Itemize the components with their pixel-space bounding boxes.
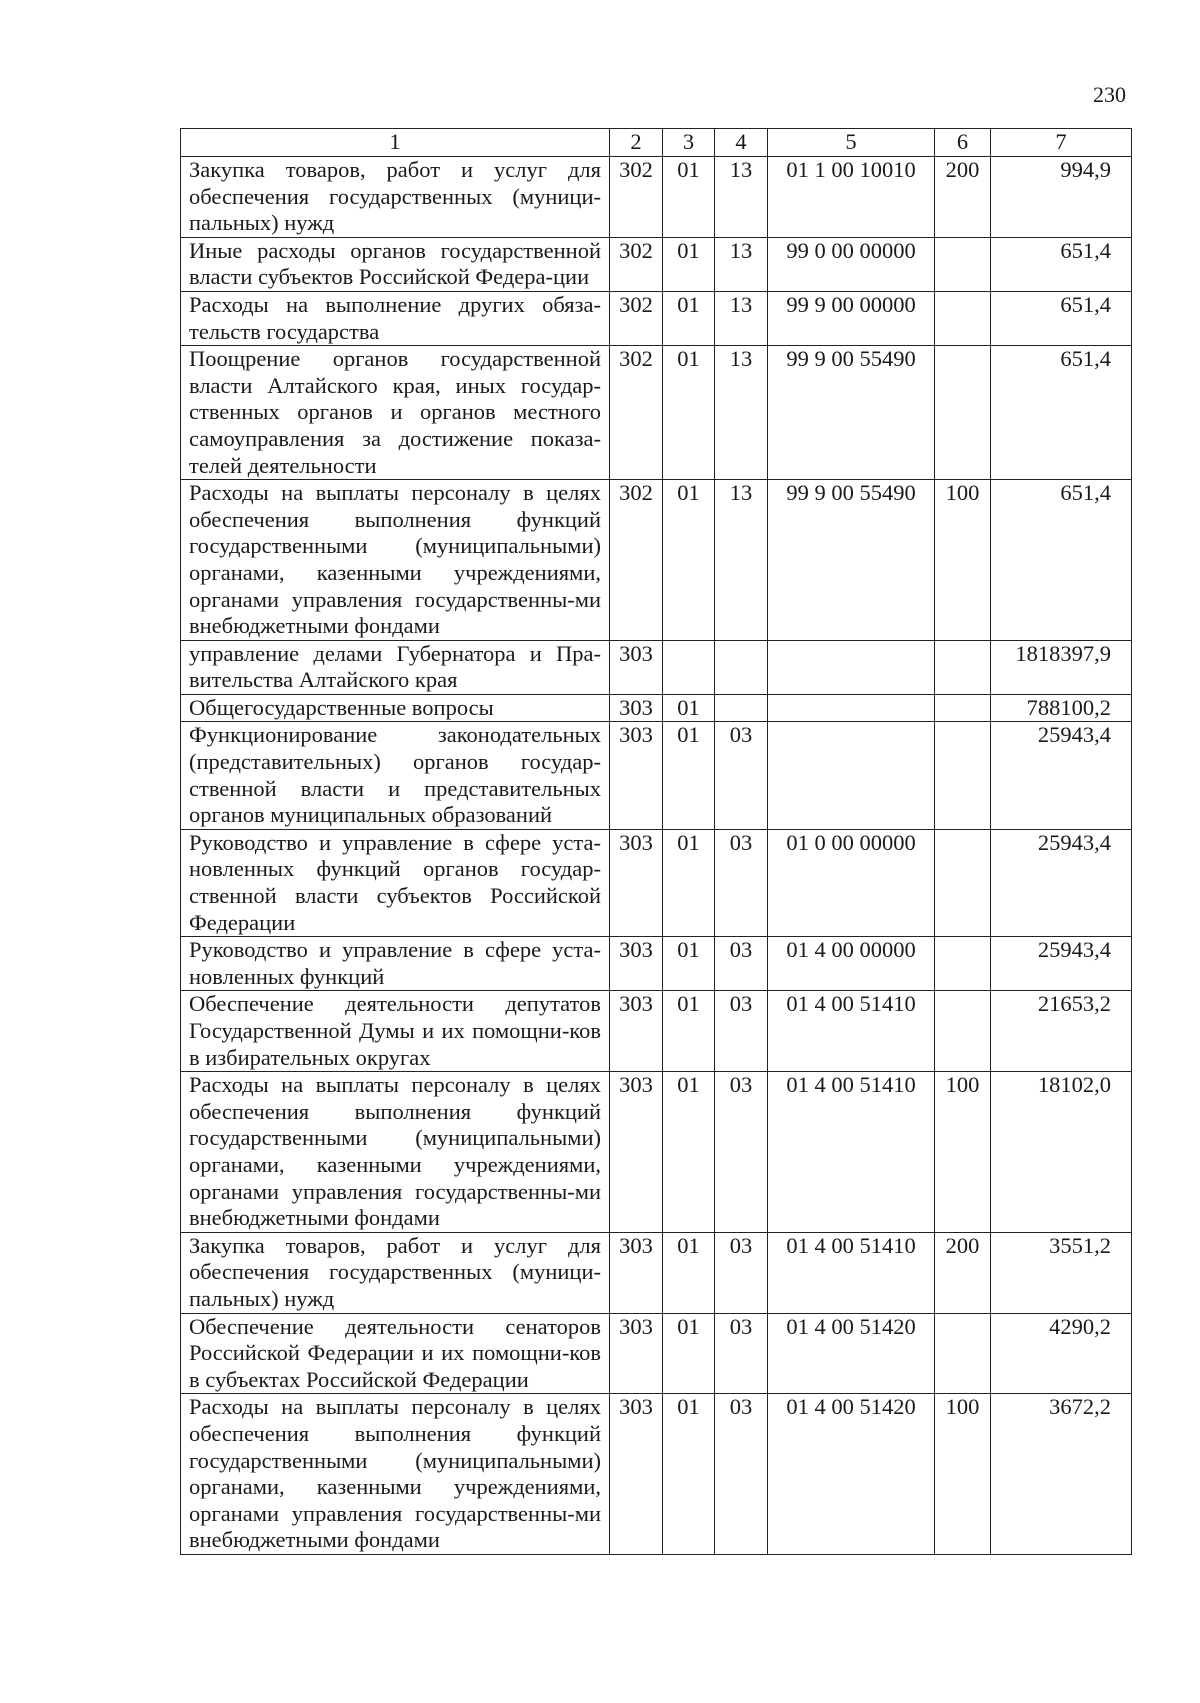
subsection-code-cell: 03 <box>715 1072 768 1233</box>
ministry-code-cell: 303 <box>610 937 663 991</box>
target-article-cell: 99 9 00 55490 <box>768 480 935 641</box>
amount-cell: 994,9 <box>991 157 1132 238</box>
expense-name-cell: Обеспечение деятельности сенаторов Российской Федерации и их помощни-ков в субъектах Российской Федерации <box>181 1313 610 1394</box>
section-code-cell: 01 <box>663 480 715 641</box>
column-header: 7 <box>991 129 1132 157</box>
expense-name-cell: Расходы на выплаты персоналу в целях обеспечения выполнения функций государственными (муниципальными) органами, казенными учреждениями, органами управления государственны-ми внебюджетными фондами <box>181 480 610 641</box>
subsection-code-cell: 03 <box>715 722 768 829</box>
expense-name-cell: Поощрение органов государственной власти Алтайского края, иных государ-ственных органов и органов местного самоуправления за достижение показа-телей деятельности <box>181 346 610 480</box>
ministry-code-cell: 303 <box>610 1232 663 1313</box>
expense-name-cell: Расходы на выполнение других обяза-тельств государства <box>181 291 610 345</box>
target-article-cell: 99 9 00 00000 <box>768 291 935 345</box>
ministry-code-cell: 302 <box>610 346 663 480</box>
subsection-code-cell: 13 <box>715 291 768 345</box>
subsection-code-cell: 03 <box>715 829 768 936</box>
target-article-cell <box>768 694 935 722</box>
expense-name-cell: Закупка товаров, работ и услуг для обеспечения государственных (муници-пальных) нужд <box>181 157 610 238</box>
expense-type-cell: 100 <box>935 480 991 641</box>
amount-cell: 651,4 <box>991 237 1132 291</box>
budget-table <box>180 128 1132 1555</box>
section-code-cell: 01 <box>663 237 715 291</box>
table-header-row <box>181 129 1132 157</box>
table-row <box>181 346 1132 480</box>
amount-cell: 651,4 <box>991 291 1132 345</box>
expense-type-cell <box>935 237 991 291</box>
ministry-code-cell: 303 <box>610 722 663 829</box>
expense-type-cell <box>935 640 991 694</box>
column-header: 1 <box>181 129 610 157</box>
expense-type-cell <box>935 291 991 345</box>
amount-cell: 3672,2 <box>991 1394 1132 1555</box>
section-code-cell: 01 <box>663 829 715 936</box>
column-header: 3 <box>663 129 715 157</box>
ministry-code-cell: 303 <box>610 991 663 1072</box>
table-row <box>181 1072 1132 1233</box>
expense-name-cell: Расходы на выплаты персоналу в целях обеспечения выполнения функций государственными (муниципальными) органами, казенными учреждениями, органами управления государственны-ми внебюджетными фондами <box>181 1394 610 1555</box>
section-code-cell: 01 <box>663 1394 715 1555</box>
table-row <box>181 157 1132 238</box>
expense-name-cell: управление делами Губернатора и Пра-вительства Алтайского края <box>181 640 610 694</box>
table-row <box>181 829 1132 936</box>
ministry-code-cell: 302 <box>610 157 663 238</box>
table-row <box>181 237 1132 291</box>
expense-name-cell: Общегосударственные вопросы <box>181 694 610 722</box>
table-row <box>181 1232 1132 1313</box>
subsection-code-cell: 13 <box>715 157 768 238</box>
expense-name-cell: Руководство и управление в сфере уста-новленных функций органов государ-ственной власти субъектов Российской Федерации <box>181 829 610 936</box>
expense-type-cell <box>935 937 991 991</box>
ministry-code-cell: 303 <box>610 1072 663 1233</box>
subsection-code-cell: 13 <box>715 237 768 291</box>
section-code-cell: 01 <box>663 722 715 829</box>
ministry-code-cell: 303 <box>610 1394 663 1555</box>
subsection-code-cell: 03 <box>715 937 768 991</box>
expense-type-cell <box>935 722 991 829</box>
amount-cell: 1818397,9 <box>991 640 1132 694</box>
expense-type-cell <box>935 1313 991 1394</box>
ministry-code-cell: 303 <box>610 829 663 936</box>
amount-cell: 788100,2 <box>991 694 1132 722</box>
target-article-cell <box>768 640 935 694</box>
table-row <box>181 694 1132 722</box>
column-header: 6 <box>935 129 991 157</box>
column-header: 5 <box>768 129 935 157</box>
table-row <box>181 480 1132 641</box>
amount-cell: 651,4 <box>991 480 1132 641</box>
section-code-cell: 01 <box>663 1313 715 1394</box>
amount-cell: 25943,4 <box>991 829 1132 936</box>
expense-name-cell: Закупка товаров, работ и услуг для обеспечения государственных (муници-пальных) нужд <box>181 1232 610 1313</box>
subsection-code-cell <box>715 694 768 722</box>
target-article-cell: 01 4 00 00000 <box>768 937 935 991</box>
subsection-code-cell: 03 <box>715 1232 768 1313</box>
ministry-code-cell: 302 <box>610 291 663 345</box>
subsection-code-cell: 13 <box>715 480 768 641</box>
target-article-cell <box>768 722 935 829</box>
ministry-code-cell: 302 <box>610 480 663 641</box>
amount-cell: 3551,2 <box>991 1232 1132 1313</box>
expense-type-cell <box>935 346 991 480</box>
section-code-cell: 01 <box>663 991 715 1072</box>
amount-cell: 25943,4 <box>991 937 1132 991</box>
section-code-cell: 01 <box>663 157 715 238</box>
expense-type-cell: 200 <box>935 1232 991 1313</box>
table-row <box>181 937 1132 991</box>
section-code-cell: 01 <box>663 694 715 722</box>
ministry-code-cell: 303 <box>610 640 663 694</box>
section-code-cell <box>663 640 715 694</box>
expense-type-cell <box>935 694 991 722</box>
table-row <box>181 1394 1132 1555</box>
target-article-cell: 01 4 00 51410 <box>768 1232 935 1313</box>
amount-cell: 651,4 <box>991 346 1132 480</box>
expense-type-cell: 100 <box>935 1072 991 1233</box>
target-article-cell: 01 4 00 51420 <box>768 1313 935 1394</box>
amount-cell: 21653,2 <box>991 991 1132 1072</box>
amount-cell: 4290,2 <box>991 1313 1132 1394</box>
table-row <box>181 291 1132 345</box>
target-article-cell: 99 9 00 55490 <box>768 346 935 480</box>
target-article-cell: 01 1 00 10010 <box>768 157 935 238</box>
subsection-code-cell: 13 <box>715 346 768 480</box>
subsection-code-cell <box>715 640 768 694</box>
expense-name-cell: Руководство и управление в сфере уста-новленных функций <box>181 937 610 991</box>
expense-type-cell: 200 <box>935 157 991 238</box>
section-code-cell: 01 <box>663 291 715 345</box>
expense-name-cell: Расходы на выплаты персоналу в целях обеспечения выполнения функций государственными (муниципальными) органами, казенными учреждениями, органами управления государственны-ми внебюджетными фондами <box>181 1072 610 1233</box>
section-code-cell: 01 <box>663 1072 715 1233</box>
subsection-code-cell: 03 <box>715 991 768 1072</box>
table-row <box>181 991 1132 1072</box>
table-row <box>181 722 1132 829</box>
expense-type-cell <box>935 829 991 936</box>
column-header: 2 <box>610 129 663 157</box>
expense-name-cell: Иные расходы органов государственной власти субъектов Российской Федера-ции <box>181 237 610 291</box>
column-header: 4 <box>715 129 768 157</box>
target-article-cell: 01 4 00 51410 <box>768 1072 935 1233</box>
page-number: 230 <box>1093 82 1126 107</box>
section-code-cell: 01 <box>663 346 715 480</box>
ministry-code-cell: 303 <box>610 1313 663 1394</box>
target-article-cell: 01 0 00 00000 <box>768 829 935 936</box>
target-article-cell: 01 4 00 51410 <box>768 991 935 1072</box>
ministry-code-cell: 303 <box>610 694 663 722</box>
amount-cell: 25943,4 <box>991 722 1132 829</box>
subsection-code-cell: 03 <box>715 1394 768 1555</box>
expense-name-cell: Обеспечение деятельности депутатов Государственной Думы и их помощни-ков в избирательных округах <box>181 991 610 1072</box>
ministry-code-cell: 302 <box>610 237 663 291</box>
target-article-cell: 01 4 00 51420 <box>768 1394 935 1555</box>
table-row <box>181 1313 1132 1394</box>
section-code-cell: 01 <box>663 937 715 991</box>
expense-type-cell: 100 <box>935 1394 991 1555</box>
expense-type-cell <box>935 991 991 1072</box>
table-row <box>181 640 1132 694</box>
subsection-code-cell: 03 <box>715 1313 768 1394</box>
amount-cell: 18102,0 <box>991 1072 1132 1233</box>
target-article-cell: 99 0 00 00000 <box>768 237 935 291</box>
section-code-cell: 01 <box>663 1232 715 1313</box>
expense-name-cell: Функционирование законодательных (представительных) органов государ-ственной власти и представительных органов муниципальных образований <box>181 722 610 829</box>
